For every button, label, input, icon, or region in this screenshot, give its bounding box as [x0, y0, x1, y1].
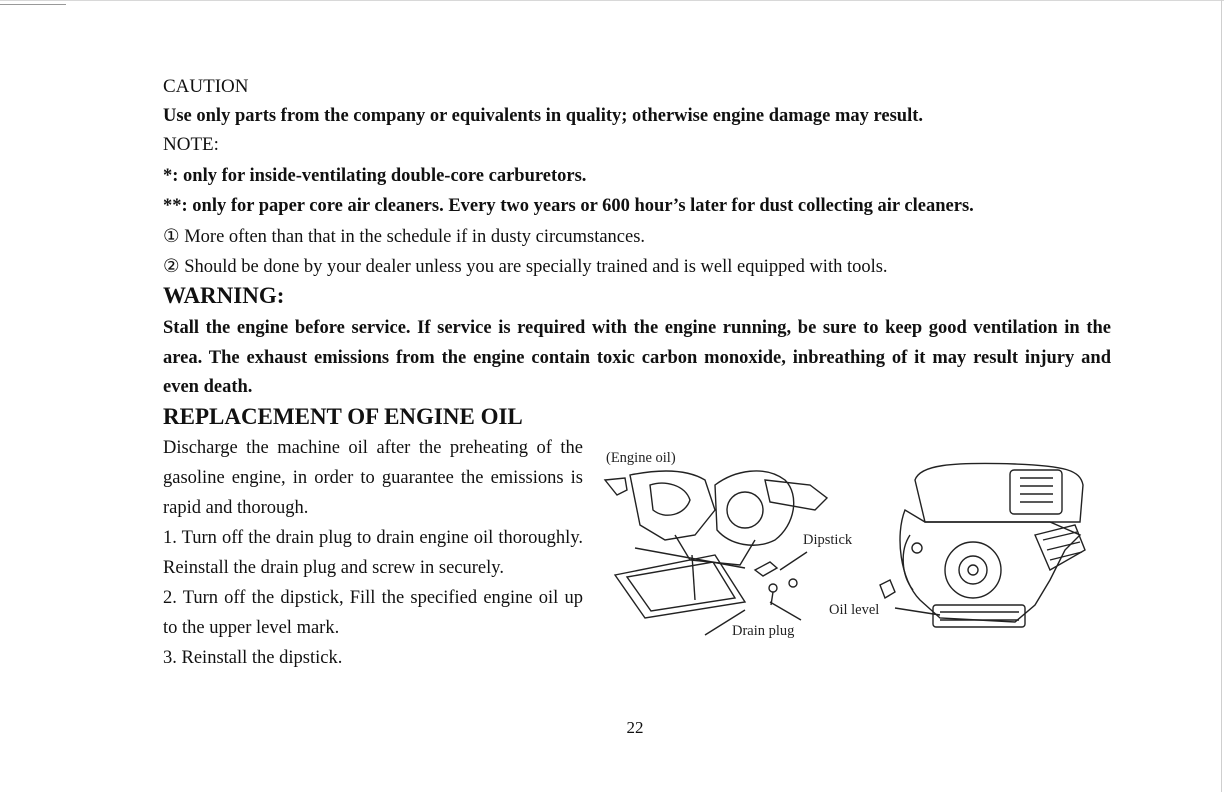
scan-corner-mark — [0, 4, 66, 5]
note-item-dusty: ① More often than that in the schedule if in dusty circumstances. — [163, 227, 646, 247]
note-heading: NOTE: — [163, 134, 219, 155]
caution-heading: CAUTION — [163, 76, 249, 97]
warning-text: Stall the engine before service. If service is required with the engine running, be sure to keep good ventilation in the area. The exhaust emissions from the engine contain toxic carbon monoxide, inbreathing of it may result injury and even death. — [163, 318, 1111, 397]
oil-replacement-body — [163, 433, 583, 673]
page-number: 22 — [626, 718, 644, 737]
oil-step-3: 3. Reinstall the dipstick. — [163, 648, 343, 668]
figure-label-dipstick: Dipstick — [803, 532, 853, 548]
oil-intro: Discharge the machine oil after the preheating of the gasoline engine, in order to guarantee the emissions is rapid and thorough. — [163, 438, 583, 518]
note-item-air-cleaners: **: only for paper core air cleaners. Every two years or 600 hour’s later for dust collecting air cleaners. — [163, 196, 974, 216]
note-item-dealer: ② Should be done by your dealer unless you are specially trained and is well equipped with tools. — [163, 257, 888, 277]
oil-step-1: 1. Turn off the drain plug to drain engine oil thoroughly. Reinstall the drain plug and screw in securely. — [163, 528, 583, 578]
figure-label-engine-oil: (Engine oil) — [606, 450, 676, 466]
figure-label-drain-plug: Drain plug — [732, 623, 795, 639]
warning-heading: WARNING: — [163, 283, 285, 308]
oil-step-2: 2. Turn off the dipstick, Fill the specified engine oil up to the upper level mark. — [163, 588, 583, 638]
page-top-edge — [0, 0, 1224, 1]
note-item-carburetors: *: only for inside-ventilating double-core carburetors. — [163, 166, 587, 186]
figure-label-oil-level: Oil level — [829, 602, 880, 618]
engine-oil-figure — [595, 440, 1095, 650]
page-right-edge — [1221, 0, 1222, 792]
oil-replacement-heading: REPLACEMENT OF ENGINE OIL — [163, 404, 523, 429]
caution-text: Use only parts from the company or equivalents in quality; otherwise engine damage may result. — [163, 106, 924, 126]
